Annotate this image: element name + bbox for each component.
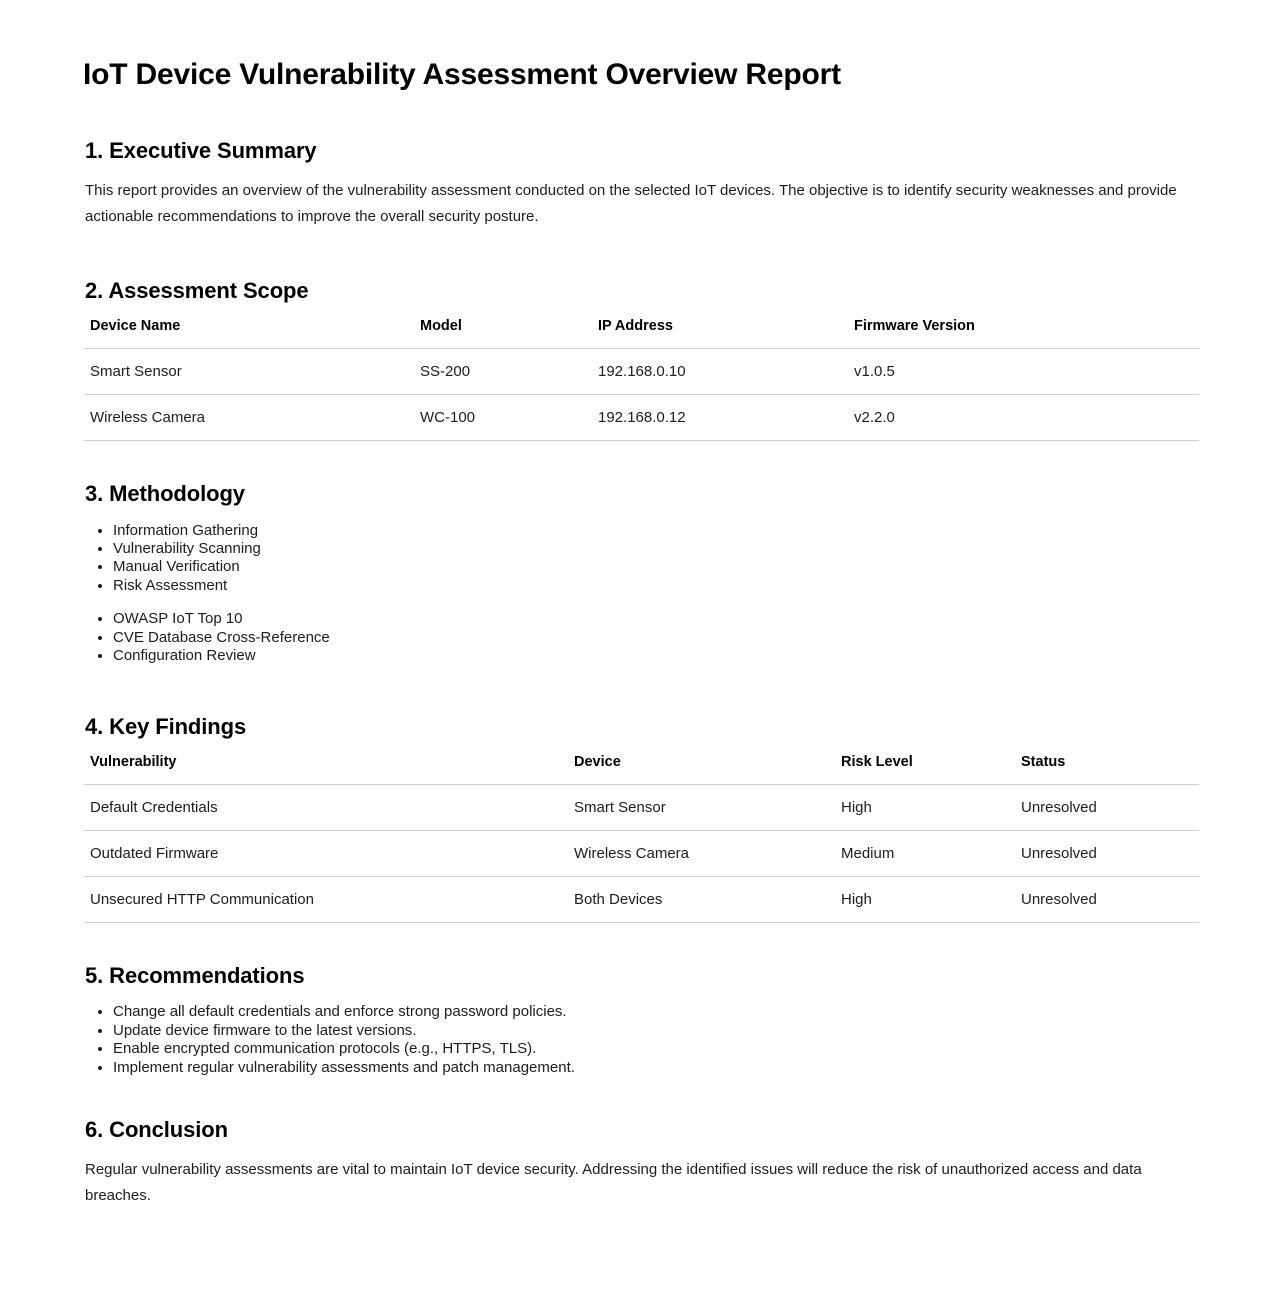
cell-device-name: Smart Sensor [84,349,414,395]
cell-risk-level: High [835,784,1015,830]
cell-device: Wireless Camera [568,830,835,876]
list-item: • Configuration Review [113,647,1197,665]
cell-firmware-version: v1.0.5 [848,349,1199,395]
spacer [83,441,1197,481]
heading-conclusion: 6. Conclusion [85,1116,228,1142]
column-header-status: Status [1015,754,1199,785]
list-item: • CVE Database Cross-Reference [113,629,1197,647]
list-item: • Manual Verification [113,558,1197,576]
list-item: • Risk Assessment [113,577,1197,595]
status-badge: Unresolved [1015,830,1199,876]
table-header-row [84,318,1199,349]
recommendations-list [83,1003,1197,1077]
spacer [83,595,1197,610]
cell-risk-level: High [835,876,1015,922]
key-findings-table [84,754,1199,923]
status-badge: Unresolved [1015,784,1199,830]
section-conclusion [83,1117,1197,1209]
table-row [84,349,1199,395]
spacer [83,666,1197,714]
status-badge: Unresolved [1015,876,1199,922]
table-header-row [84,754,1199,785]
heading-key-findings: 4. Key Findings [85,713,247,739]
spacer [83,1077,1197,1117]
column-header-vulnerability: Vulnerability [84,754,568,785]
list-item: • Vulnerability Scanning [113,540,1197,558]
heading-executive-summary: 1. Executive Summary [85,137,317,163]
cell-vulnerability: Unsecured HTTP Communication [84,876,568,922]
table-row [84,784,1199,830]
column-header-model: Model [414,318,592,349]
cell-firmware-version: v2.2.0 [848,395,1199,441]
assessment-scope-table [84,318,1199,441]
table-row [84,395,1199,441]
cell-ip-address: 192.168.0.12 [592,395,848,441]
column-header-firmware-version: Firmware Version [848,318,1199,349]
conclusion-paragraph: Regular vulnerability assessments are vital to maintain IoT device security. Addressing the identified issues will reduce the risk of unauthorized access and data breaches. [85,1161,1142,1205]
list-item: • Update device firmware to the latest versions. [113,1022,1197,1040]
heading-methodology: 3. Methodology [85,481,245,507]
section-recommendations [83,963,1197,1077]
cell-vulnerability: Outdated Firmware [84,830,568,876]
page-title: IoT Device Vulnerability Assessment Overview Report [83,58,841,91]
section-executive-summary [83,138,1197,230]
cell-model: SS-200 [414,349,592,395]
column-header-ip-address: IP Address [592,318,848,349]
methodology-list-primary [83,522,1197,596]
list-item: • Enable encrypted communication protocols (e.g., HTTPS, TLS). [113,1040,1197,1058]
heading-assessment-scope: 2. Assessment Scope [85,277,309,303]
executive-summary-paragraph: This report provides an overview of the vulnerability assessment conducted on the selected IoT devices. The objective is to identify security weaknesses and provide actionable recommendations to improve the overall security posture. [85,181,1177,225]
table-row [84,876,1199,922]
section-assessment-scope [83,278,1197,441]
list-item: • Change all default credentials and enforce strong password policies. [113,1003,1197,1021]
heading-recommendations: 5. Recommendations [85,962,305,988]
section-methodology [83,481,1197,665]
cell-device: Both Devices [568,876,835,922]
cell-device: Smart Sensor [568,784,835,830]
methodology-list-secondary [83,610,1197,665]
column-header-device-name: Device Name [84,318,414,349]
cell-risk-level: Medium [835,830,1015,876]
cell-model: WC-100 [414,395,592,441]
cell-device-name: Wireless Camera [84,395,414,441]
list-item: • Implement regular vulnerability assessments and patch management. [113,1059,1197,1077]
cell-ip-address: 192.168.0.10 [592,349,848,395]
column-header-device: Device [568,754,835,785]
column-header-risk-level: Risk Level [835,754,1015,785]
spacer [83,230,1197,278]
spacer [83,923,1197,963]
table-row [84,830,1199,876]
section-key-findings [83,714,1197,923]
cell-vulnerability: Default Credentials [84,784,568,830]
list-item: • OWASP IoT Top 10 [113,610,1197,628]
list-item: • Information Gathering [113,522,1197,540]
